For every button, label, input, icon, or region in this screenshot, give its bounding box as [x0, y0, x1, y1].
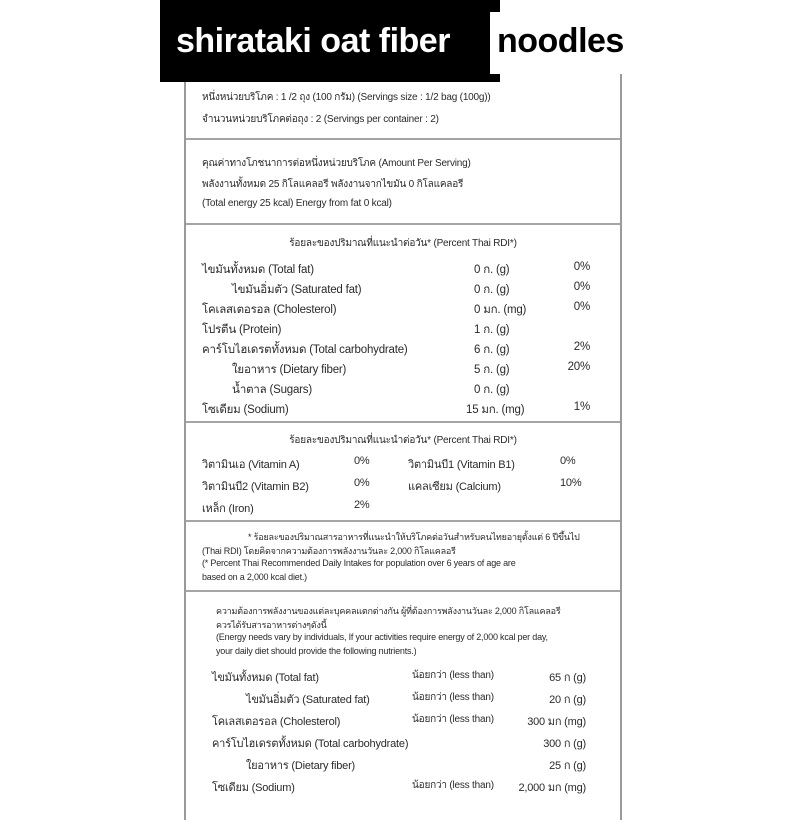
nutrient-row: น้ำตาล (Sugars) 0 ก. (g): [232, 384, 510, 396]
daily-values-intro: ควรได้รับสารอาหารต่างๆดังนี้: [216, 620, 327, 630]
vitamin-row: วิตามินเอ (Vitamin A) 0% วิตามินบี1 (Vitamin B1) 0%: [202, 455, 576, 471]
daily-values-section: [186, 592, 620, 832]
energy-en: (Total energy 25 kcal) Energy from fat 0 kcal): [202, 198, 392, 209]
daily-value-row: ใยอาหาร (Dietary fiber) 25 ก (g): [246, 760, 586, 772]
title-highlighted-text: shirataki oat fiber: [176, 22, 450, 60]
energy-thai: พลังงานทั้งหมด 25 กิโลแคลอรี พลังงานจากไขมัน 0 กิโลแคลอรี: [202, 179, 464, 190]
footnote-line: based on a 2,000 kcal diet.): [202, 572, 307, 582]
nutrient-row: โคเลสเตอรอล (Cholesterol) 0 มก. (mg) 0%: [202, 301, 590, 316]
serving-size: หนึ่งหน่วยบริโภค : 1 /2 ถุง (100 กรัม) (Servings size : 1/2 bag (100g)): [202, 92, 491, 103]
amount-per-serving-section: [186, 140, 620, 225]
nutrients-rdi-heading: ร้อยละของปริมาณที่แนะนำต่อวัน* (Percent Thai RDI*): [289, 238, 517, 249]
footnote-line: (Thai RDI) โดยคิดจากความต้องการพลังงานวันละ 2,000 กิโลแคลอรี: [202, 546, 456, 556]
nutrients-section: [186, 225, 620, 423]
vitamins-section: [186, 423, 620, 522]
daily-value-row: ไขมันอิ่มตัว (Saturated fat) น้อยกว่า (less than) 20 ก (g): [246, 692, 586, 706]
vitamin-row: เหล็ก (Iron) 2%: [202, 499, 370, 515]
vitamin-row: วิตามินบี2 (Vitamin B2) 0% แคลเซียม (Calcium) 10%: [202, 477, 582, 493]
nutrient-row: โซเดียม (Sodium) 15 มก. (mg) 1%: [202, 401, 590, 416]
nutrient-row: คาร์โบไฮเดรตทั้งหมด (Total carbohydrate) 6 ก. (g) 2%: [202, 341, 590, 356]
daily-values-intro: (Energy needs vary by individuals, If your activities require energy of 2,000 kcal per day,: [216, 632, 548, 642]
amount-per-serving-heading: คุณค่าทางโภชนาการต่อหนึ่งหน่วยบริโภค (Amount Per Serving): [202, 158, 471, 169]
footnote-section: [186, 522, 620, 592]
nutrient-row: โปรตีน (Protein) 1 ก. (g): [202, 324, 510, 336]
nutrient-row: ไขมันอิ่มตัว (Saturated fat) 0 ก. (g) 0%: [232, 281, 590, 296]
nutrient-row: ไขมันทั้งหมด (Total fat) 0 ก. (g) 0%: [202, 261, 590, 276]
title-plain-text: noodles: [497, 22, 624, 60]
footnote-line: (* Percent Thai Recommended Daily Intakes for population over 6 years of age are: [202, 558, 516, 568]
vitamins-rdi-heading: ร้อยละของปริมาณที่แนะนำต่อวัน* (Percent Thai RDI*): [289, 435, 517, 446]
daily-values-intro: ความต้องการพลังงานของแต่ละบุคคลแตกต่างกัน ผู้ที่ต้องการพลังงานวันละ 2,000 กิโลแคลอรี: [216, 606, 561, 616]
servings-per-container: จำนวนหน่วยบริโภคต่อถุง : 2 (Servings per container : 2): [202, 114, 439, 125]
daily-value-row: โคเลสเตอรอล (Cholesterol) น้อยกว่า (less than) 300 มก (mg): [212, 714, 586, 728]
daily-value-row: โซเดียม (Sodium) น้อยกว่า (less than) 2,000 มก (mg): [212, 780, 586, 794]
daily-value-row: คาร์โบไฮเดรตทั้งหมด (Total carbohydrate) 300 ก (g): [212, 738, 586, 750]
daily-value-row: ไขมันทั้งหมด (Total fat) น้อยกว่า (less than) 65 ก (g): [212, 670, 586, 684]
daily-values-intro: your daily diet should provide the following nutrients.): [216, 646, 417, 656]
nutrition-facts-panel: [184, 60, 622, 820]
footnote-line: * ร้อยละของปริมาณสารอาหารที่แนะนำให้บริโภคต่อวันสำหรับคนไทยอายุตั้งแต่ 6 ปีขึ้นไป: [248, 532, 580, 542]
nutrient-row: ใยอาหาร (Dietary fiber) 5 ก. (g) 20%: [232, 361, 590, 376]
